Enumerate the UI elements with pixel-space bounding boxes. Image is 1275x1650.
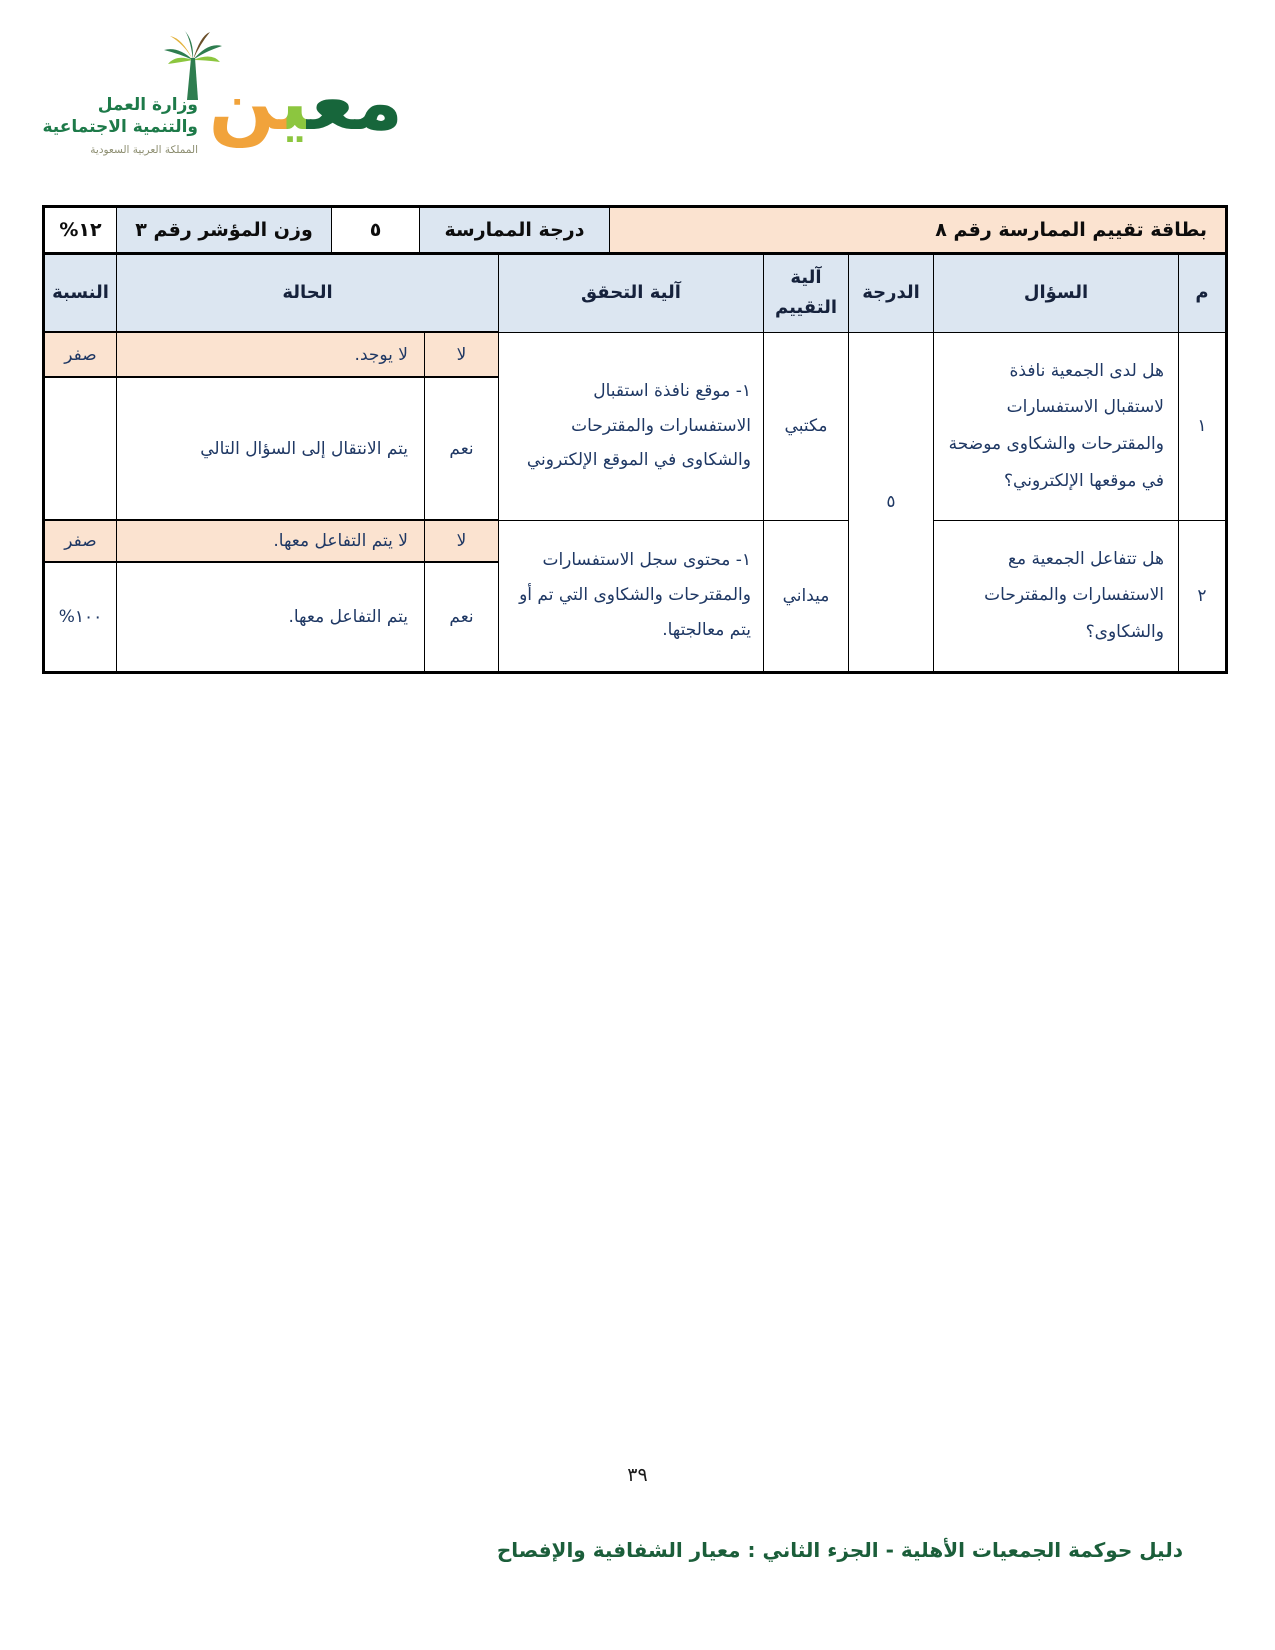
col-header-verify-mechanism: آلية التحقق bbox=[499, 254, 764, 332]
ministry-name-line1: وزارة العمل bbox=[97, 95, 198, 115]
percent-yes-cell: ١٠٠% bbox=[44, 562, 117, 672]
col-header-score: الدرجة bbox=[849, 254, 934, 332]
footer-doc-title: دليل حوكمة الجمعيات الأهلية - الجزء الثاني : معيار الشفافية والإفصاح bbox=[496, 1538, 1183, 1562]
title-bar-table bbox=[42, 205, 1228, 253]
q2-no-row bbox=[44, 520, 1227, 562]
col-header-status: الحالة bbox=[117, 254, 499, 332]
practice-score-value: ٥ bbox=[332, 207, 420, 253]
ministry-country-label: المملكة العربية السعودية bbox=[90, 144, 198, 157]
col-header-num: م bbox=[1179, 254, 1227, 332]
answer-yes-cell: نعم bbox=[425, 562, 499, 672]
answer-yes-cell: نعم bbox=[425, 377, 499, 520]
row-number-cell: ١ bbox=[1179, 332, 1227, 520]
eval-mechanism-cell: ميداني bbox=[764, 520, 849, 672]
verify-mechanism-cell: ١- محتوى سجل الاستفسارات والمقترحات والشكاوى التي تم أو يتم معالجتها. bbox=[499, 520, 764, 672]
col-header-percentage: النسبة bbox=[44, 254, 117, 332]
percent-no-cell: صفر bbox=[44, 520, 117, 562]
verify-mechanism-cell: ١- موقع نافذة استقبال الاستفسارات والمقترحات والشكاوى في الموقع الإلكتروني bbox=[499, 332, 764, 520]
status-no-cell: لا يوجد. bbox=[117, 332, 425, 377]
ministry-name-line2: والتنمية الاجتماعية bbox=[42, 117, 198, 138]
column-header-row bbox=[44, 254, 1227, 332]
percent-yes-cell bbox=[44, 377, 117, 520]
question-cell: هل تتفاعل الجمعية مع الاستفسارات والمقترحات والشكاوى؟ bbox=[934, 520, 1179, 672]
answer-no-cell: لا bbox=[425, 332, 499, 377]
evaluation-table bbox=[42, 253, 1228, 674]
card-title: بطاقة تقييم الممارسة رقم ٨ bbox=[610, 207, 1227, 253]
status-yes-cell: يتم الانتقال إلى السؤال التالي bbox=[117, 377, 425, 520]
evaluation-card bbox=[42, 205, 1225, 674]
maeen-logo-text: معين bbox=[208, 58, 403, 148]
percent-no-cell: صفر bbox=[44, 332, 117, 377]
col-header-question: السؤال bbox=[934, 254, 1179, 332]
indicator-weight-value: ١٢% bbox=[44, 207, 117, 253]
row-number-cell: ٢ bbox=[1179, 520, 1227, 672]
indicator-weight-label: وزن المؤشر رقم ٣ bbox=[117, 207, 332, 253]
status-yes-cell: يتم التفاعل معها. bbox=[117, 562, 425, 672]
answer-no-cell: لا bbox=[425, 520, 499, 562]
eval-mechanism-cell: مكتبي bbox=[764, 332, 849, 520]
ministry-logo bbox=[42, 26, 224, 166]
status-no-cell: لا يتم التفاعل معها. bbox=[117, 520, 425, 562]
maeen-logo bbox=[208, 48, 403, 168]
score-value-cell: ٥ bbox=[849, 332, 934, 672]
practice-score-label: درجة الممارسة bbox=[420, 207, 610, 253]
col-header-eval-mechanism: آلية التقييم bbox=[764, 254, 849, 332]
page-number: ٣٩ bbox=[627, 1464, 648, 1486]
q1-no-row bbox=[44, 332, 1227, 377]
question-cell: هل لدى الجمعية نافذة لاستقبال الاستفسارات والمقترحات والشكاوى موضحة في موقعها الإلكتروني؟ bbox=[934, 332, 1179, 520]
